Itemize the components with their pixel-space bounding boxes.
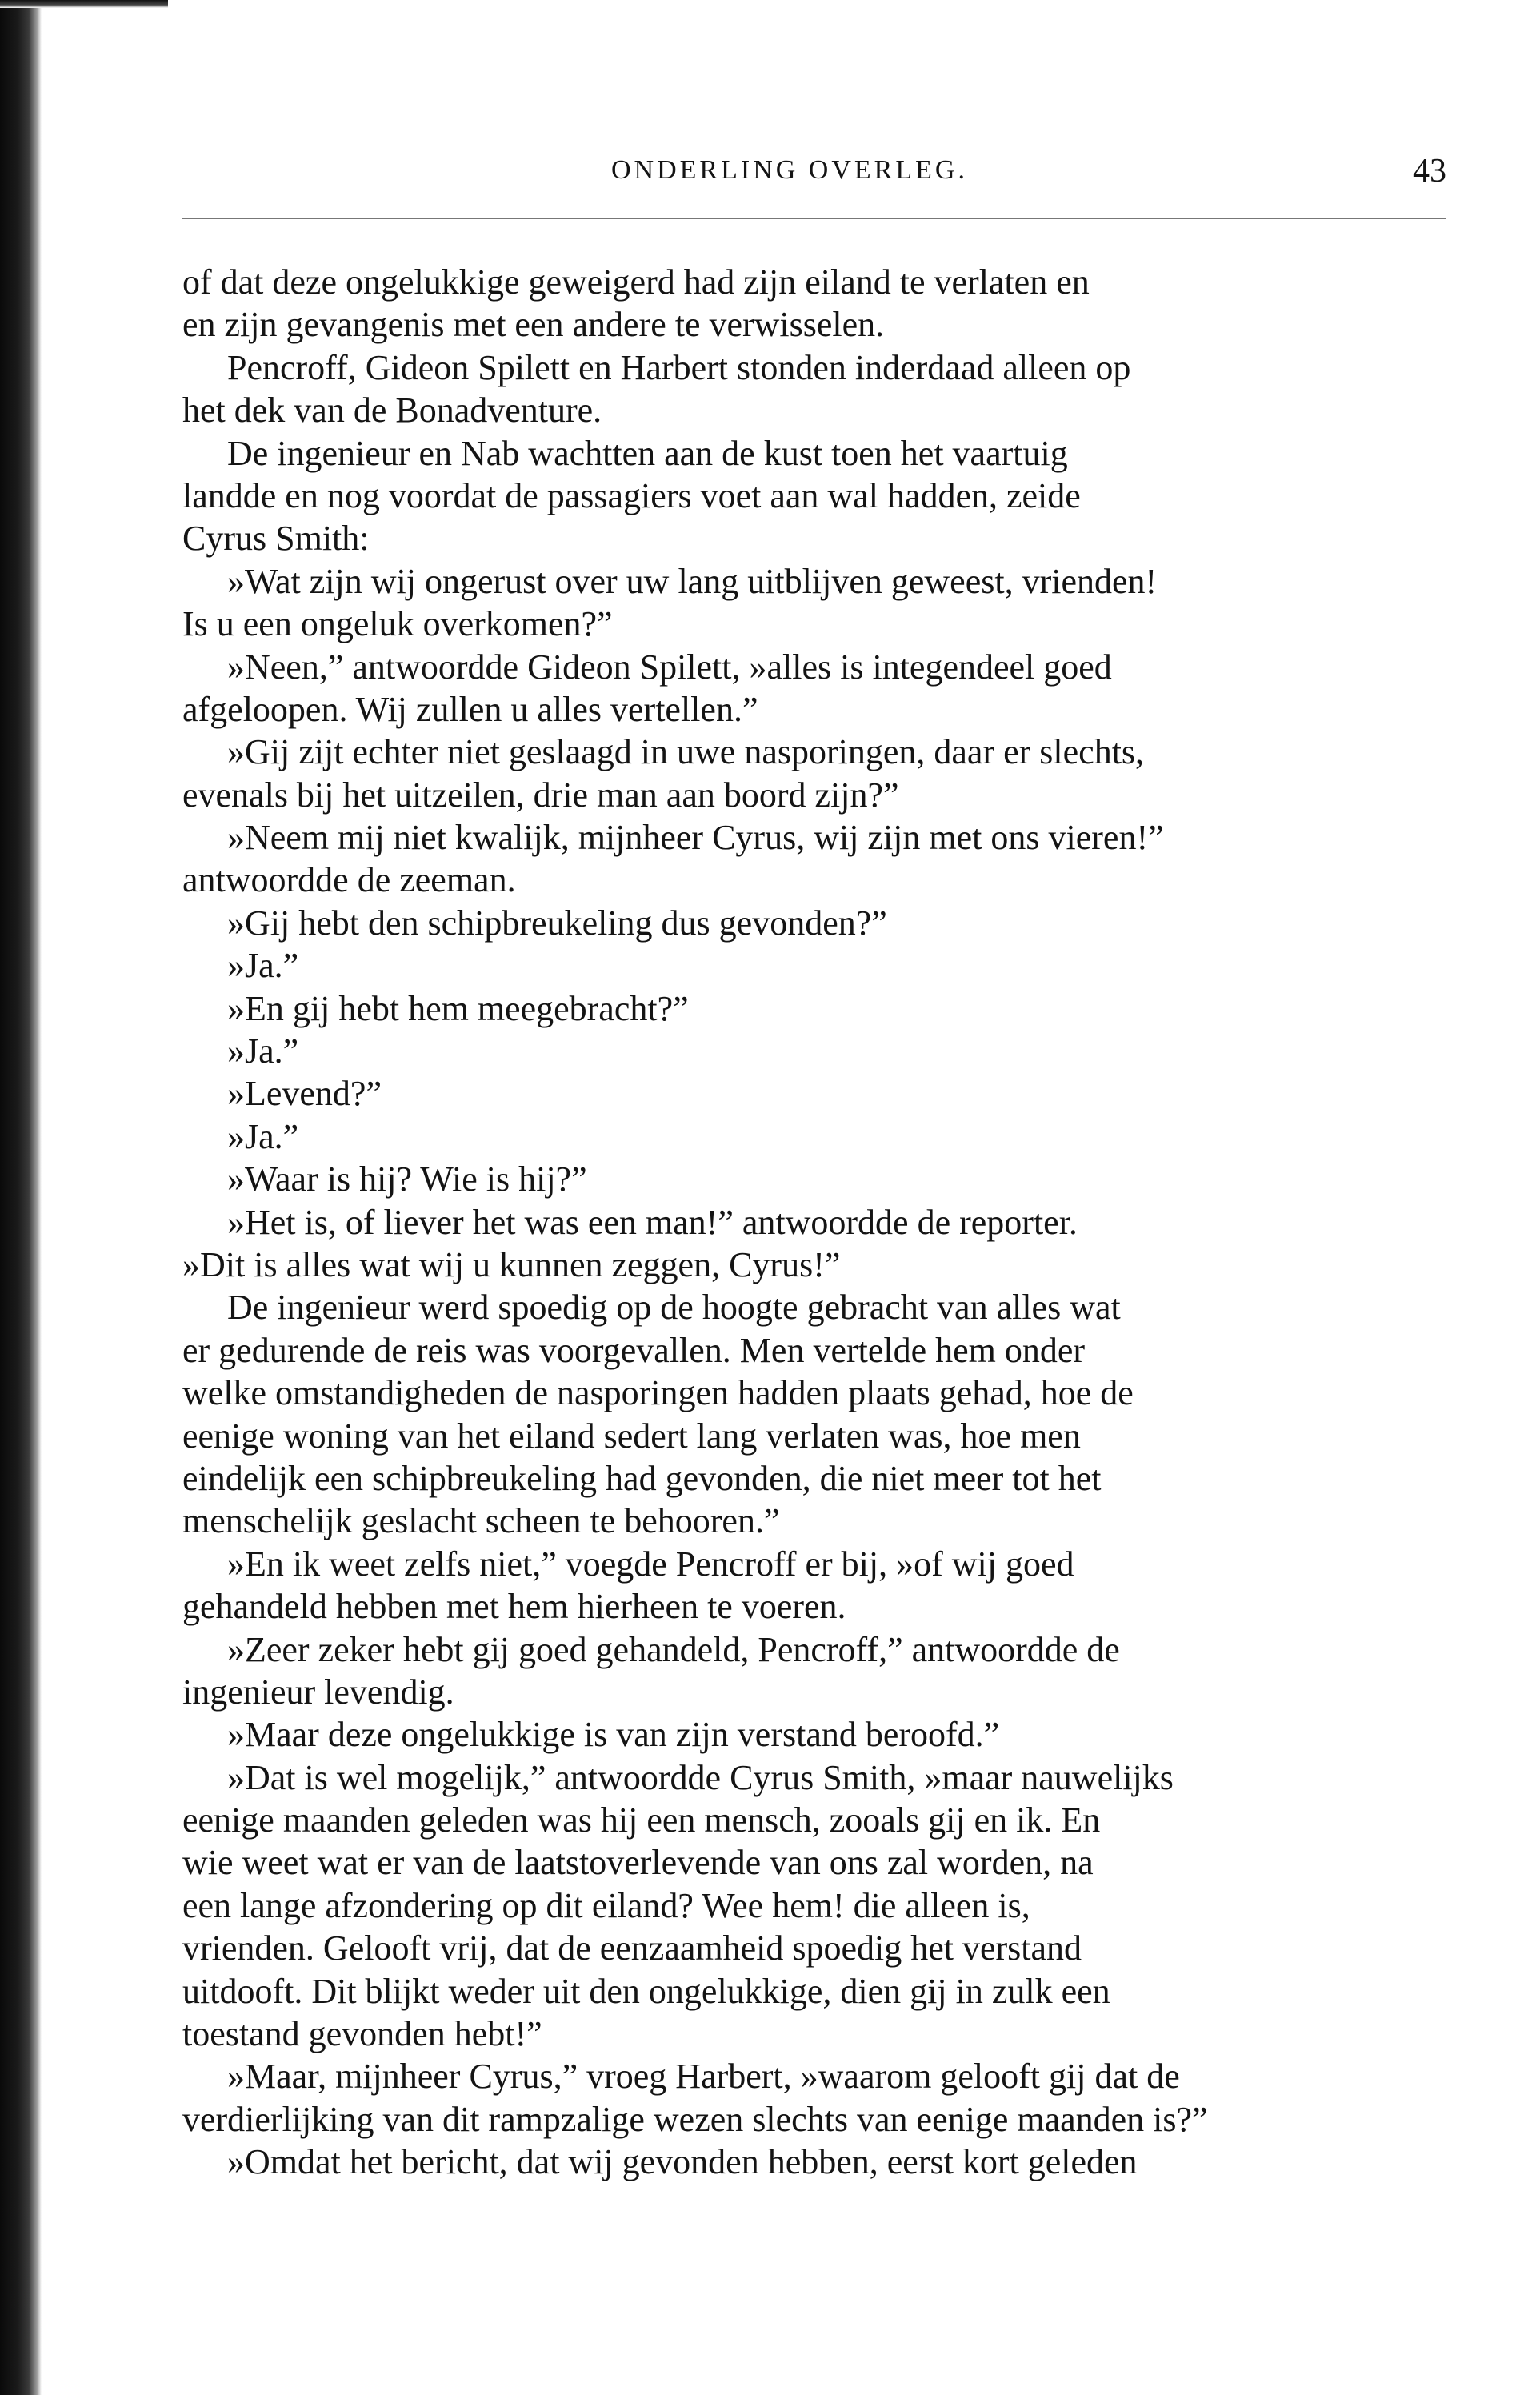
text-line: uitdooft. Dit blijkt weder uit den ongelukkige, dien gij in zulk een	[182, 1971, 1110, 2011]
text-line: landde en nog voordat de passagiers voet aan wal hadden, zeide	[182, 475, 1081, 515]
text-line: »En ik weet zelfs niet,” voegde Pencroff er bij, »of wij goed	[227, 1544, 1074, 1584]
text-line: verdierlijking van dit rampzalige wezen slechts van eenige maanden is?”	[182, 2099, 1208, 2139]
text-line: welke omstandigheden de nasporingen hadden plaats gehad, hoe de	[182, 1373, 1134, 1413]
text-line: »Dit is alles wat wij u kunnen zeggen, Cyrus!”	[182, 1244, 841, 1284]
text-line: »Ja.”	[227, 1116, 299, 1156]
page-top-edge	[0, 0, 168, 8]
text-line: »Omdat het bericht, dat wij gevonden hebben, eerst kort geleden	[227, 2142, 1138, 2182]
text-line: »Ja.”	[227, 946, 299, 986]
text-line: De ingenieur werd spoedig op de hoogte gebracht van alles wat	[227, 1288, 1121, 1328]
text-line: »Maar deze ongelukkige is van zijn verstand beroofd.”	[227, 1715, 1000, 1755]
text-line: De ingenieur en Nab wachtten aan de kust toen het vaartuig	[227, 433, 1068, 473]
text-line: antwoordde de zeeman.	[182, 860, 516, 900]
text-line: eenige maanden geleden was hij een mensch, zooals gij en ik. En	[182, 1800, 1101, 1840]
text-line: »Waar is hij? Wie is hij?”	[227, 1159, 587, 1200]
text-line: »Maar, mijnheer Cyrus,” vroeg Harbert, »waarom gelooft gij dat de	[227, 2057, 1180, 2097]
text-line: toestand gevonden hebt!”	[182, 2014, 542, 2054]
text-line: Is u een ongeluk overkomen?”	[182, 604, 613, 644]
text-line: »Dat is wel mogelijk,” antwoordde Cyrus Smith, »maar nauwelijks	[227, 1757, 1174, 1797]
text-line: »Ja.”	[227, 1031, 299, 1071]
page-number: 43	[1413, 153, 1446, 190]
text-line: Pencroff, Gideon Spilett en Harbert stonden inderdaad alleen op	[227, 347, 1131, 387]
text-line: wie weet wat er van de laatstoverlevende van ons zal worden, na	[182, 1843, 1094, 1883]
text-line: »Wat zijn wij ongerust over uw lang uitblijven geweest, vrienden!	[227, 561, 1158, 601]
text-line: »Neen,” antwoordde Gideon Spilett, »alles is integendeel goed	[227, 647, 1112, 687]
book-spine-shadow	[0, 0, 42, 2395]
text-line: en zijn gevangenis met een andere te verwisselen.	[182, 305, 885, 345]
text-line: menschelijk geslacht scheen te behooren.”	[182, 1501, 780, 1541]
text-line: eenige woning van het eiland sedert lang verlaten was, hoe men	[182, 1416, 1081, 1456]
running-head-title: ONDERLING OVERLEG.	[611, 155, 968, 185]
text-line: vrienden. Gelooft vrij, dat de eenzaamheid spoedig het verstand	[182, 1928, 1082, 1968]
text-line: »Neem mij niet kwalijk, mijnheer Cyrus, wij zijn met ons vieren!”	[227, 818, 1164, 858]
text-line: een lange afzondering op dit eiland? Wee hem! die alleen is,	[182, 1885, 1030, 1925]
running-head	[182, 150, 1446, 198]
text-line: »En gij hebt hem meegebracht?”	[227, 988, 689, 1028]
text-line: evenals bij het uitzeilen, drie man aan boord zijn?”	[182, 775, 899, 815]
text-line: gehandeld hebben met hem hierheen te voeren.	[182, 1587, 846, 1627]
text-line: of dat deze ongelukkige geweigerd had zijn eiland te verlaten en	[182, 262, 1090, 302]
text-line: eindelijk een schipbreukeling had gevonden, die niet meer tot het	[182, 1458, 1102, 1498]
text-line: het dek van de Bonadventure.	[182, 390, 602, 431]
text-line: er gedurende de reis was voorgevallen. Men vertelde hem onder	[182, 1330, 1086, 1370]
text-line: »Het is, of liever het was een man!” antwoordde de reporter.	[227, 1202, 1078, 1242]
text-line: ingenieur levendig.	[182, 1672, 454, 1712]
text-line: »Levend?”	[227, 1074, 382, 1114]
text-line: »Gij zijt echter niet geslaagd in uwe nasporingen, daar er slechts,	[227, 732, 1145, 772]
text-line: »Zeer zeker hebt gij goed gehandeld, Pencroff,” antwoordde de	[227, 1629, 1120, 1669]
text-line: Cyrus Smith:	[182, 519, 370, 559]
header-rule	[182, 218, 1446, 219]
text-line: »Gij hebt den schipbreukeling dus gevonden?”	[227, 903, 887, 943]
text-line: afgeloopen. Wij zullen u alles vertellen.”	[182, 689, 758, 729]
body-text	[182, 261, 1446, 2184]
